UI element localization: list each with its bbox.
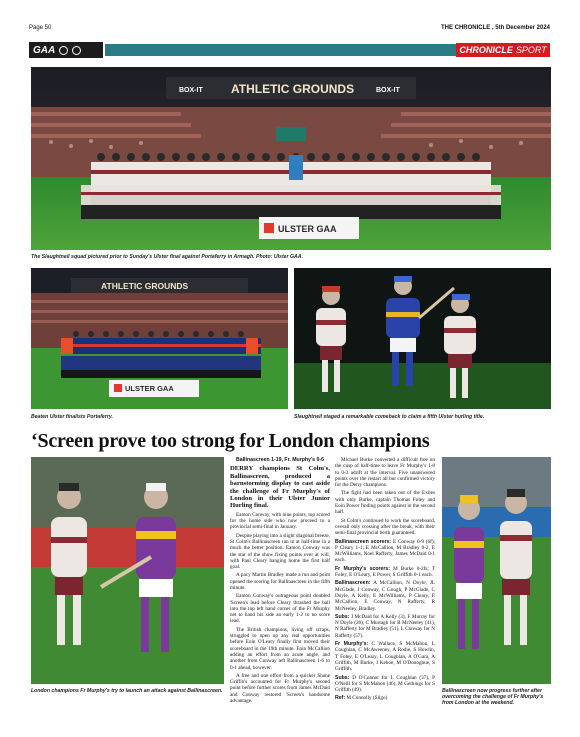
lineup-away: Fr Murphy's: C Wallace, S McMahon, L Coughlan, C McAweeney, A Rodie, S Howlin, T Foley, E O'Leary, L Coughlan, A O'Gara, A Griffith, M Burke, J Kehoe, M O'Donoghue, S Griffith. [335,641,435,673]
hurling-action-photo [294,268,551,409]
team-photo-portaferry [31,268,288,409]
ulster-gaa-banner-2: ULSTER GAA [125,384,174,393]
article-column-1 [230,457,330,706]
sign-athletic-grounds: ATHLETIC GROUNDS [231,82,355,96]
caption-ballinascreen-action: Ballinascreen now progress further after overcoming the challenge of Fr Murphy's from London at the weekend. [442,688,544,706]
article-column-2 [335,457,435,704]
referee: Ref: M Connolly (Sligo) [335,695,388,702]
caption-team-photo: The Slaughtneil squad pictured prior to Sunday's Ulster final against Portaferry in Armagh. Photo: Ulster GAA. [31,254,303,260]
article-paragraph: Michael Burke converted a difficult free on the cusp of half-time to leave Fr Murphy's 1-8 to 0-3 adrift at the interval. Five unanswered points over the restart all but confirmed victory for the Derry champions. [335,457,435,489]
page-number: Page 50 [29,25,52,31]
scorers-away: Fr Murphy's scorers: M Burke 0-2fs; T Foley, E O'Leary, E Power, S Griffith 0-1 each. [335,565,435,579]
article-paragraph: The fight had been taken out of the Exiles with only Burke, captain Thomas Foley and Eoin Power finding points against in the second half. [335,490,435,516]
article-paragraph: Eamon Conway, with nine points, top scored for the home side who now proceed to a provincial semi-final in January. [230,511,330,531]
publication-date: THE CHRONICLE , 5th December 2024 [440,25,550,31]
subs-away: Subs: D O'Connor for L Coughlan (37), P O'Neill for S McMahon (46), M Gethings for S Griffith (49). [335,674,435,694]
lineup-home: Ballinascreen: A McCallion, N Doyle, JL McGlade, J Conway, C Gough, P McGlade, C Doyle, A Kelly, E McWilliams, P Cleary, E McCallion, E Conway, N Rafferty, R McNeeley, Bradley. [335,580,436,612]
team-photo-slaughtneil [31,67,551,250]
article-lead: DERRY champions St Colm's, Ballinascreen, produced a barnstorming display to cast aside the challenge of Fr Murphy's of London in their Ulster Junior Hurling final. [230,465,330,510]
section-rule [105,44,481,56]
article-paragraph: A pacy Martin Bradley made a run and point opened the scoring for Ballinascreen in the fifth minute. [230,572,330,591]
section-tag: GAA [29,42,103,58]
sliotar-icon [72,46,81,55]
sign-box-it-right: BOX-IT [376,87,400,94]
subs-home: Subs: J McDaid for A Kelly (3), F Murray for N Doyle (26), C Murtagh for R McNeeley (41), N Rafferty for M Bradley (51), L Conway for N Rafferty (57). [335,613,436,639]
caption-hurling-action: Slaughtneil staged a remarkable comeback to claim a fifth Ulster hurling title. [294,414,485,420]
article-paragraph: Eamon Conway's outrageous point doubled 'Screen's lead before Cleary thrashed the ball into the top left hand corner of the Fr Murphy net to hand his side an early 1-2 to no score lead. [230,593,330,625]
caption-fr-murphys-attack: London champions Fr Murphy's try to launch an attack against Ballinascreen. [31,688,223,694]
football-icon [59,46,68,55]
scorers-home: Ballinascreen scorers: E Conway 0-9 (6f); P Cleary 1-1; E McCallion, M Bradley 0-2, E McWilliams, Noel Rafferty, James McDaid 0-1 each. [335,538,436,564]
sign-athletic-grounds-2: ATHLETIC GROUNDS [101,281,189,291]
brand-logo: CHRONICLE SPORT [456,43,550,57]
article-paragraph: A free and one effort from a quicker Shane Griffin's accounted for Fr Murphy's second point before further scores from James McDaid and Conway restored 'Screen's handsome advantage. [230,672,330,705]
article-paragraph: The British champions, living off scraps, struggled to open up any real opportunities before Eoin O'Leary finally first moved their scoreboard in the 19th minute. Eoin McCallion adding an effort from an acute angle, and another from Conway left Ballinascreen 1-6 to 0-1 ahead, however. [230,626,330,671]
article-subhead: Ballinascreen 1-19, Fr. Murphy's 0-6 [235,457,324,463]
caption-portaferry: Beaten Ulster finalists Portaferry. [31,414,113,420]
article-paragraph: St Colm's continued to work the scoreboard, overall only crossing after the break, with their semi-final provincial berth guaranteed. [335,517,435,537]
ulster-gaa-banner: ULSTER GAA [278,224,337,234]
section-bar [29,42,550,58]
fr-murphys-attack-photo [31,457,224,684]
ballinascreen-action-photo [442,457,551,684]
sign-box-it-left: BOX-IT [179,87,203,94]
article-headline: ‘Screen prove too strong for London champions [31,430,430,452]
article-paragraph: Despite playing into a slight diagonal breeze, St Colm's Ballinascreen ran in at half-time in a much the better position. Eamon Conway was the star of the show fixing points over at will, with Paul Cleary banging home the first half goal. [230,532,330,571]
